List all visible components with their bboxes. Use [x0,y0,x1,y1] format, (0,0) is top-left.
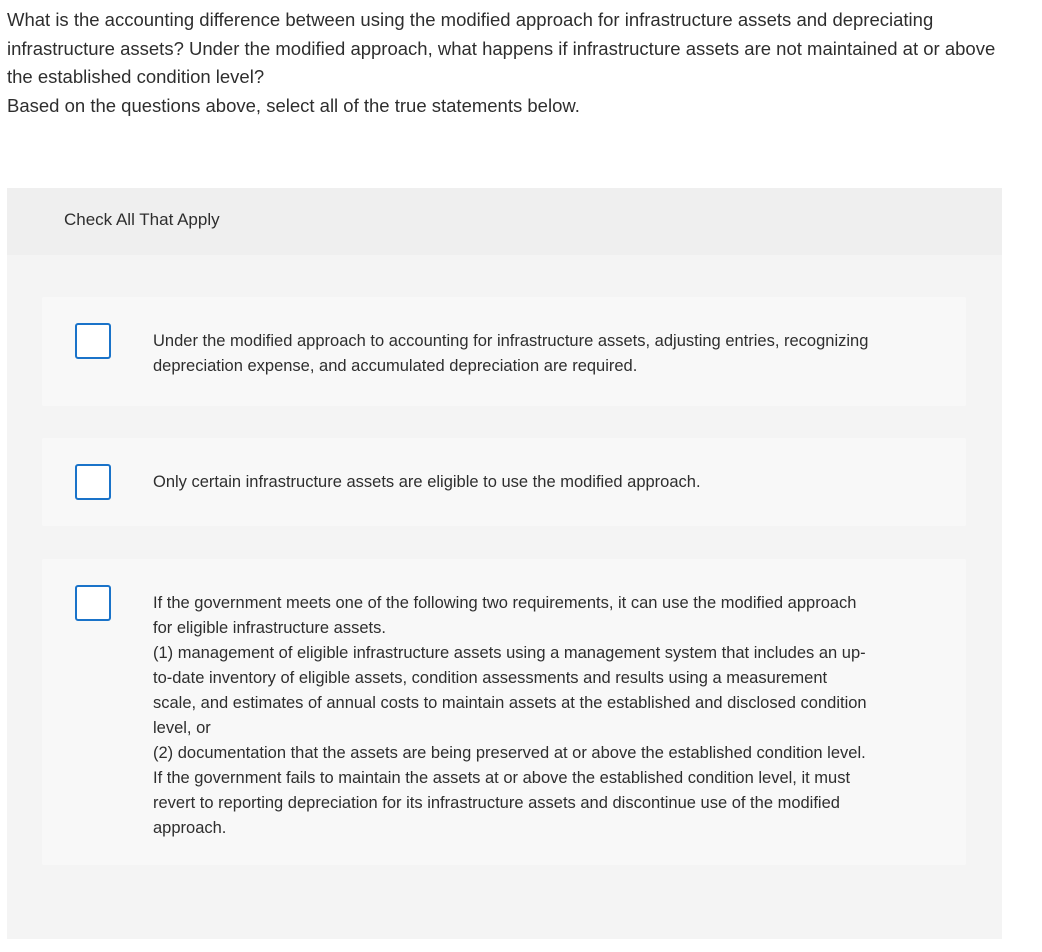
option-text [153,470,873,495]
option-paragraph: If the government meets one of the following two requirements, it can use the modified approach for eligible infrastructure assets. [153,594,857,637]
answer-panel [7,188,1002,939]
question-prompt [7,6,1017,120]
answer-option-2[interactable] [42,438,966,526]
panel-header [7,188,1002,255]
checkbox-icon[interactable] [75,585,111,621]
question-text: What is the accounting difference between using the modified approach for infrastructure assets and depreciating infrastructure assets? Under the modified approach, what happens if infrastructure assets are not maintained at or above the established condition level? [7,9,996,87]
question-instruction: Based on the questions above, select all of the true statements below. [7,94,580,116]
check-all-label: Check All That Apply [64,210,220,229]
option-paragraph: (2) documentation that the assets are being preserved at or above the established condition level. If the government fails to maintain the assets at or above the established condition level, it must revert to reporting depreciation for its infrastructure assets and discontinue use of the modified approach. [153,744,866,837]
answer-option-3[interactable] [42,559,966,865]
option-paragraph: Only certain infrastructure assets are eligible to use the modified approach. [153,473,701,491]
checkbox-icon[interactable] [75,464,111,500]
option-text [153,329,873,379]
answer-option-1[interactable] [42,297,966,406]
checkbox-icon[interactable] [75,323,111,359]
option-paragraph: (1) management of eligible infrastructure assets using a management system that includes an up-to-date inventory of eligible assets, condition assessments and results using a measurement scale, and estimates of annual costs to maintain assets at the established and disclosed condition level, or [153,644,867,737]
option-text [153,591,873,841]
option-paragraph: Under the modified approach to accounting for infrastructure assets, adjusting entries, recognizing depreciation expense, and accumulated depreciation are required. [153,332,869,375]
